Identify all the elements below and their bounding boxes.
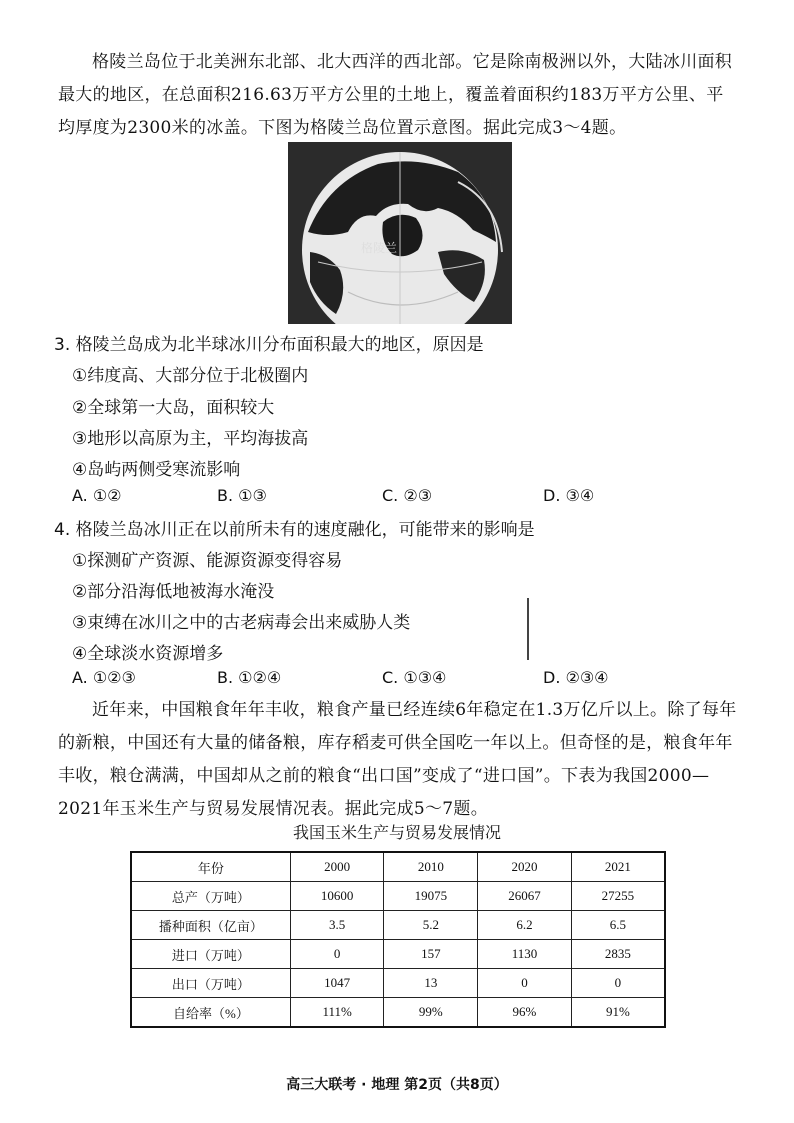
q4-option-d[interactable]: D. ②③④ bbox=[543, 668, 609, 687]
table-cell: 99% bbox=[384, 998, 478, 1028]
table-row bbox=[131, 998, 665, 1028]
q3-option-d[interactable]: D. ③④ bbox=[543, 486, 595, 505]
q4-statement-3: ③束缚在冰川之中的古老病毒会出来威胁人类 bbox=[72, 613, 411, 633]
row-label-cell: 播种面积（亿亩） bbox=[131, 911, 290, 940]
table-cell: 1047 bbox=[290, 969, 384, 998]
greenland-label: 格陵兰 bbox=[361, 241, 398, 255]
table-cell: 10600 bbox=[290, 882, 384, 911]
q4-option-b[interactable]: B. ①②④ bbox=[217, 668, 282, 687]
q3-statement-1: ①纬度高、大部分位于北极圈内 bbox=[72, 366, 309, 386]
table-cell: 3.5 bbox=[290, 911, 384, 940]
row-label-cell: 总产（万吨） bbox=[131, 882, 290, 911]
table-row bbox=[131, 911, 665, 940]
q3-statement-2: ②全球第一大岛，面积较大 bbox=[72, 398, 275, 418]
question-4-stem: 4. 格陵兰岛冰川正在以前所未有的速度融化，可能带来的影响是 bbox=[54, 520, 535, 540]
table-cell: 0 bbox=[478, 969, 572, 998]
table-cell: 19075 bbox=[384, 882, 478, 911]
header-cell: 年份 bbox=[131, 852, 290, 882]
table-cell: 27255 bbox=[571, 882, 665, 911]
table-cell: 157 bbox=[384, 940, 478, 969]
table-cell: 91% bbox=[571, 998, 665, 1028]
table-row bbox=[131, 969, 665, 998]
table-cell: 0 bbox=[571, 969, 665, 998]
header-cell: 2010 bbox=[384, 852, 478, 882]
table-cell: 2835 bbox=[571, 940, 665, 969]
corn-trade-intro-paragraph: 近年来，中国粮食年年丰收，粮食产量已经连续6年稳定在1.3万亿斤以上。除了每年的新粮，中国还有大量的储备粮，库存稻麦可供全国吃一年以上。但奇怪的是，粮食年年丰收，粮仓满满，中国却从之前的粮食“出口国”变成了“进口国”。下表为我国2000—2021年玉米生产与贸易发展情况表。据此完成5～7题。 bbox=[58, 700, 737, 819]
q4-option-a[interactable]: A. ①②③ bbox=[72, 668, 136, 687]
q3-statement-3: ③地形以高原为主，平均海拔高 bbox=[72, 429, 309, 449]
row-label-cell: 进口（万吨） bbox=[131, 940, 290, 969]
table-row bbox=[131, 940, 665, 969]
corn-production-table bbox=[130, 851, 666, 1028]
greenland-intro-paragraph: 格陵兰岛位于北美洲东北部、北大西洋的西北部。它是除南极洲以外，大陆冰川面积最大的地区，在总面积216.63万平方公里的土地上，覆盖着面积约183万平方公里、平均厚度为2300米的冰盖。下图为格陵兰岛位置示意图。据此完成3～4题。 bbox=[58, 52, 733, 138]
row-label-cell: 出口（万吨） bbox=[131, 969, 290, 998]
table-cell: 96% bbox=[478, 998, 572, 1028]
row-label-cell: 自给率（%） bbox=[131, 998, 290, 1028]
table-cell: 26067 bbox=[478, 882, 572, 911]
table-cell: 6.2 bbox=[478, 911, 572, 940]
q3-statement-4: ④岛屿两侧受寒流影响 bbox=[72, 460, 241, 480]
table-header-row bbox=[131, 852, 665, 882]
table-cell: 13 bbox=[384, 969, 478, 998]
globe-illustration bbox=[288, 142, 512, 324]
table-row bbox=[131, 882, 665, 911]
greenland-location-figure bbox=[288, 142, 512, 324]
table-cell: 5.2 bbox=[384, 911, 478, 940]
q4-option-c[interactable]: C. ①③④ bbox=[382, 668, 447, 687]
q4-statement-2: ②部分沿海低地被海水淹没 bbox=[72, 582, 275, 602]
page-footer: 高三大联考 · 地理 第2页（共8页） bbox=[286, 1077, 508, 1093]
table-cell: 0 bbox=[290, 940, 384, 969]
header-cell: 2021 bbox=[571, 852, 665, 882]
q3-option-b[interactable]: B. ①③ bbox=[217, 486, 267, 505]
q4-statement-1: ①探测矿产资源、能源资源变得容易 bbox=[72, 551, 343, 571]
question-3-stem: 3. 格陵兰岛成为北半球冰川分布面积最大的地区，原因是 bbox=[54, 335, 484, 355]
table-title: 我国玉米生产与贸易发展情况 bbox=[292, 823, 501, 842]
header-cell: 2000 bbox=[290, 852, 384, 882]
header-cell: 2020 bbox=[478, 852, 572, 882]
table-cell: 1130 bbox=[478, 940, 572, 969]
q3-option-a[interactable]: A. ①② bbox=[72, 486, 122, 505]
table-cell: 6.5 bbox=[571, 911, 665, 940]
q4-statement-4: ④全球淡水资源增多 bbox=[72, 644, 224, 664]
q3-option-c[interactable]: C. ②③ bbox=[382, 486, 433, 505]
scan-artifact-line bbox=[527, 598, 529, 660]
table-cell: 111% bbox=[290, 998, 384, 1028]
